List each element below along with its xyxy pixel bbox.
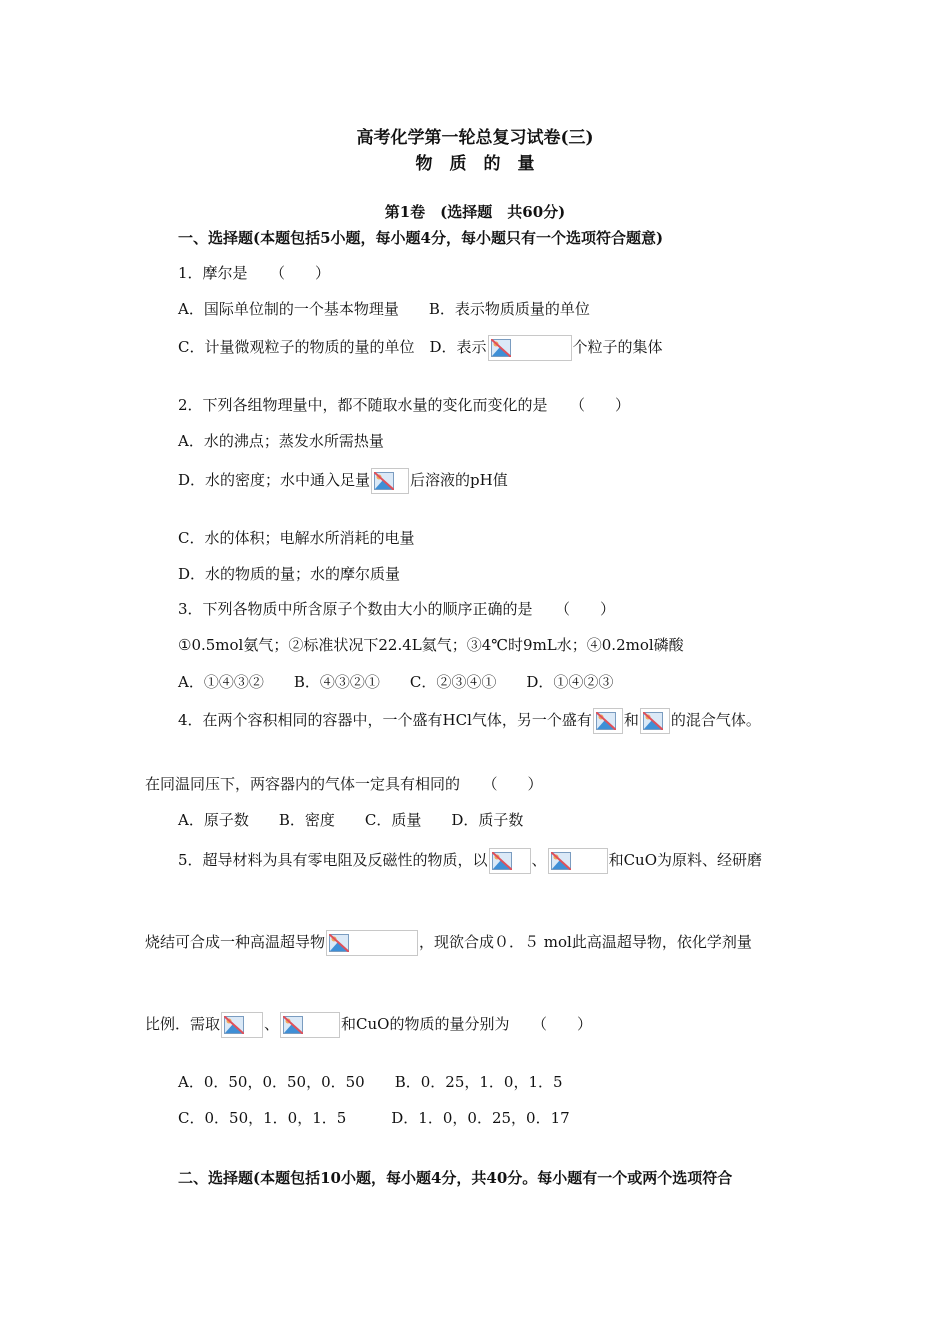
broken-image-icon xyxy=(280,1012,340,1038)
q4-options: A．原子数 B．密度 C．质量 D．质子数 xyxy=(178,811,524,829)
q5-line3-post: 和CuO的物质的量分别为 （ ） xyxy=(341,1015,592,1033)
q5-line2-pre: 烧结可合成一种高温超导物 xyxy=(145,933,326,951)
q3-stem: 3．下列各物质中所含原子个数由大小的顺序正确的是 （ ） xyxy=(178,600,616,618)
q5-line1-sep: 、 xyxy=(531,851,547,869)
q2-option-a: A．水的沸点；蒸发水所需热量 xyxy=(178,432,384,450)
q5-options-ab: A．0．50，0．50，0．50 B．0．25，1．0，1．5 xyxy=(178,1073,563,1091)
q4-stem-pre: 4．在两个容积相同的容器中，一个盛有HCl气体，另一个盛有 xyxy=(178,711,592,729)
page-title: 高考化学第一轮总复习试卷(三) xyxy=(356,128,594,148)
q3-options: A．①④③② B．④③②① C．②③④① D．①④②③ xyxy=(178,673,614,691)
q5-line1-pre: 5．超导材料为具有零电阻及反磁性的物质，以 xyxy=(178,851,488,869)
q5-line3-pre: 比例．需取 xyxy=(145,1015,221,1033)
q1-option-d-text: 个粒子的集体 xyxy=(572,338,663,356)
q1-stem: 1．摩尔是 （ ） xyxy=(178,264,331,282)
q1-options-ab: A．国际单位制的一个基本物理量 B．表示物质质量的单位 xyxy=(178,300,590,318)
q4-stem-post: 的混合气体。 xyxy=(670,711,761,729)
section1-heading: 一、选择题(本题包括5小题，每小题4分，每小题只有一个选项符合题意) xyxy=(178,229,664,247)
q5-options-cd: C．0．50，1．0，1．5 D．1．0，0．25，0．17 xyxy=(178,1109,570,1127)
q2-option-d2: D．水的物质的量；水的摩尔质量 xyxy=(178,565,401,583)
q3-items: ①0.5mol氨气；②标准状况下22.4L氦气；③4℃时9mL水；④0.2mol磷酸 xyxy=(178,636,684,654)
page-subtitle: 物 质 的 量 xyxy=(415,154,535,174)
broken-image-icon xyxy=(488,335,572,361)
broken-image-icon xyxy=(371,468,409,494)
q5-line1-post: 和CuO为原料、经研磨 xyxy=(608,851,762,869)
broken-image-icon xyxy=(221,1012,263,1038)
broken-image-icon xyxy=(326,930,418,956)
q5-line2 xyxy=(145,930,752,956)
q5-line3-sep: 、 xyxy=(264,1015,280,1033)
broken-image-icon xyxy=(593,708,623,734)
q1-option-c-text: C．计量微观粒子的物质的量的单位 D．表示 xyxy=(178,338,487,356)
q2-option-d1-post: 后溶液的pH值 xyxy=(410,471,508,489)
q4-stem xyxy=(178,708,761,734)
q1-options-cd xyxy=(178,335,663,361)
q2-option-d1-pre: D．水的密度；水中通入足量 xyxy=(178,471,371,489)
q5-line1 xyxy=(178,848,762,874)
q4-stem-mid: 和 xyxy=(623,711,639,729)
q2-stem: 2．下列各组物理量中，都不随取水量的变化而变化的是 （ ） xyxy=(178,396,631,414)
q2-option-c: C．水的体积；电解水所消耗的电量 xyxy=(178,529,415,547)
q2-option-d1 xyxy=(178,468,508,494)
section2-heading: 二、选择题(本题包括10小题，每小题4分，共40分。每小题有一个或两个选项符合 xyxy=(178,1169,733,1187)
broken-image-icon xyxy=(489,848,531,874)
broken-image-icon xyxy=(548,848,608,874)
q5-line2-post: ，现欲合成０．５ mol此高温超导物，依化学剂量 xyxy=(419,933,752,951)
q5-line3 xyxy=(145,1012,592,1038)
broken-image-icon xyxy=(640,708,670,734)
q4-line2: 在同温同压下，两容器内的气体一定具有相同的 （ ） xyxy=(145,775,543,793)
volume-heading: 第1卷 (选择题 共60分) xyxy=(384,203,566,221)
